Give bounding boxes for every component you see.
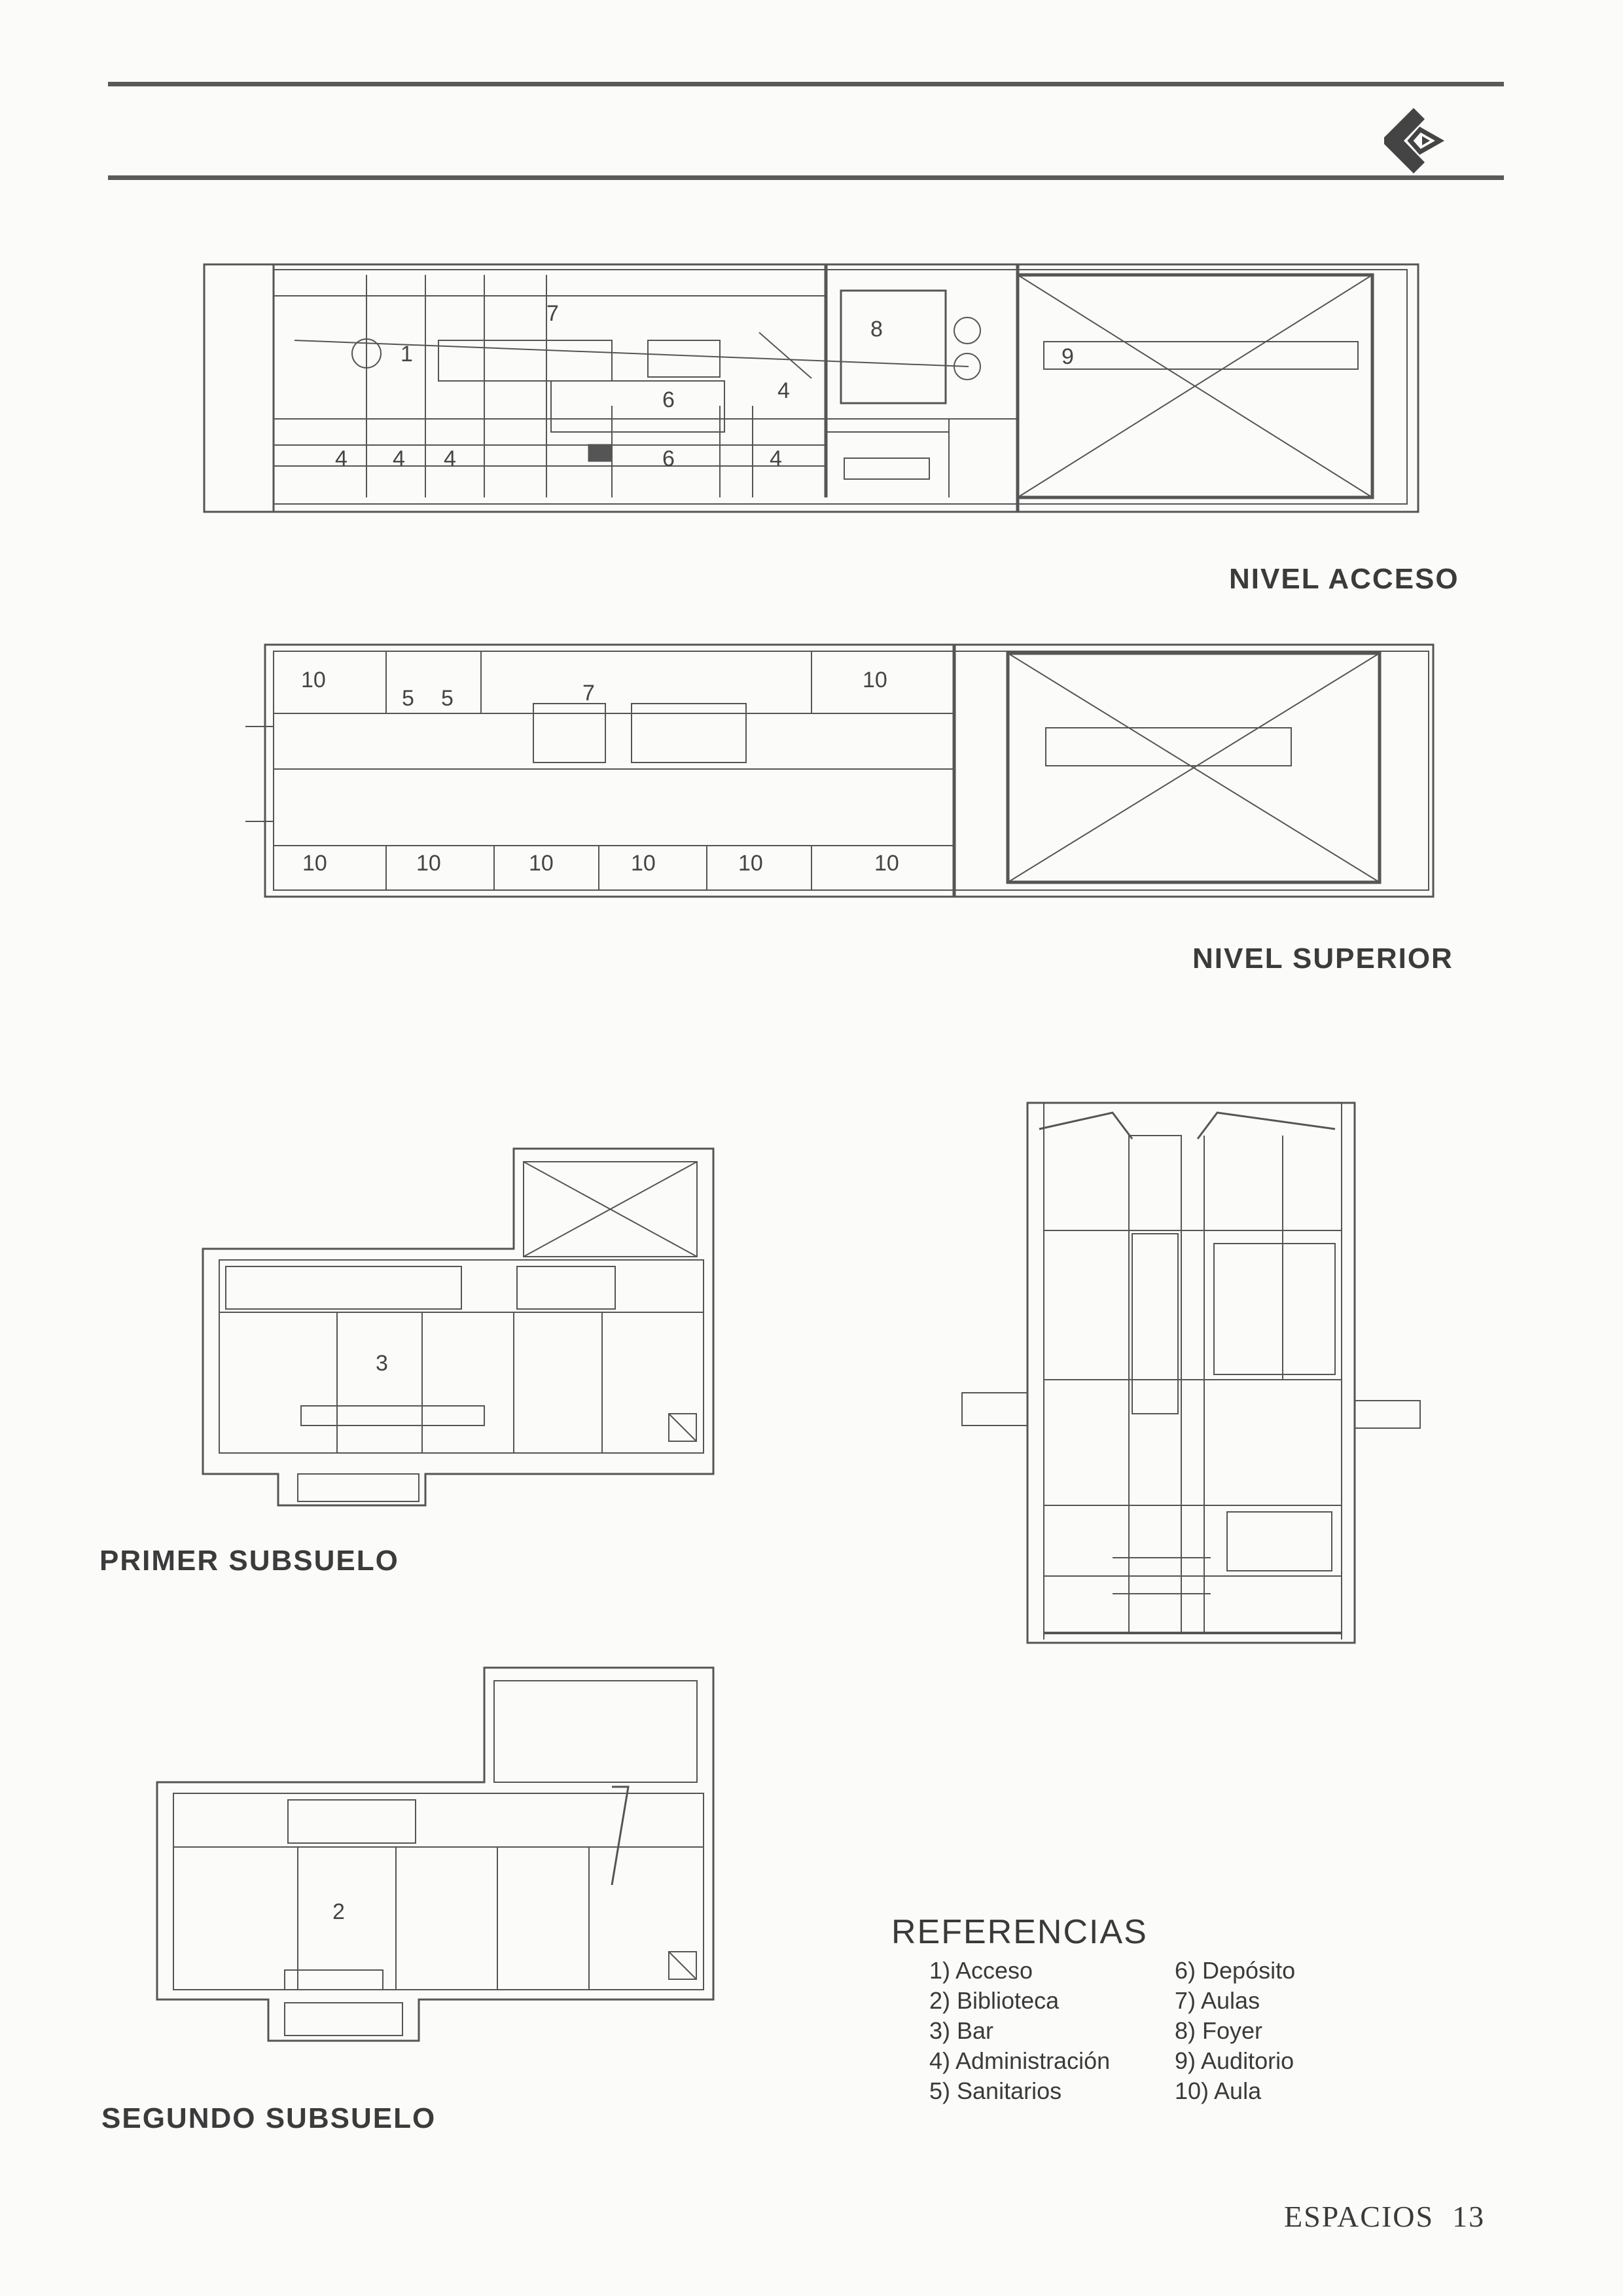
plan-title-nivel-acceso: NIVEL ACCESO [1229, 563, 1459, 595]
reference-item: 1) Acceso [929, 1957, 1033, 1984]
plan-title-segundo-subsuelo: SEGUNDO SUBSUELO [101, 2102, 437, 2134]
room-number: 7 [582, 681, 595, 706]
reference-item: 2) Biblioteca [929, 1987, 1060, 2014]
room-number: 10 [631, 851, 656, 876]
room-number: 5 [441, 686, 454, 711]
room-number: 3 [376, 1351, 388, 1376]
room-numbers-superior [301, 668, 899, 876]
plan-title-nivel-superior: NIVEL SUPERIOR [1192, 942, 1454, 975]
room-numbers-subsuelos [332, 1351, 388, 1924]
room-number: 9 [1061, 344, 1074, 369]
plan-nivel-acceso [204, 264, 1418, 512]
room-number: 8 [870, 317, 883, 342]
room-number: 4 [393, 446, 405, 471]
room-number: 10 [738, 851, 763, 876]
page-footer [1284, 2199, 1485, 2234]
plan-segundo-subsuelo [157, 1668, 713, 2041]
reference-item: 6) Depósito [1175, 1957, 1296, 1984]
reference-item: 10) Aula [1175, 2077, 1262, 2104]
referencias-list-left [929, 1956, 1110, 2106]
plan-primer-subsuelo [203, 1149, 713, 1505]
referencias-title: REFERENCIAS [891, 1913, 1148, 1951]
room-number: 7 [546, 301, 559, 326]
reference-item: 8) Foyer [1175, 2017, 1263, 2044]
room-number: 10 [302, 851, 327, 876]
room-number: 10 [529, 851, 554, 876]
room-number: 4 [770, 446, 782, 471]
reference-item: 4) Administración [929, 2047, 1111, 2074]
room-number: 10 [301, 668, 326, 692]
referencias-list-right [1175, 1956, 1295, 2106]
room-number: 4 [335, 446, 348, 471]
room-number: 1 [401, 342, 413, 367]
room-number: 4 [777, 378, 790, 403]
reference-item: 3) Bar [929, 2017, 994, 2044]
room-number: 10 [416, 851, 441, 876]
room-number: 6 [662, 446, 675, 471]
room-number: 5 [402, 686, 414, 711]
room-number: 10 [874, 851, 899, 876]
building-section [962, 1103, 1420, 1643]
reference-item: 5) Sanitarios [929, 2077, 1062, 2104]
page-number: 13 [1452, 2200, 1486, 2233]
reference-item: 7) Aulas [1175, 1987, 1260, 2014]
room-number: 10 [863, 668, 887, 692]
room-number: 2 [332, 1899, 345, 1924]
room-number: 6 [662, 387, 675, 412]
room-number: 4 [444, 446, 456, 471]
reference-item: 9) Auditorio [1175, 2047, 1294, 2074]
magazine-name: ESPACIOS [1284, 2200, 1435, 2233]
plan-title-primer-subsuelo: PRIMER SUBSUELO [99, 1545, 399, 1577]
